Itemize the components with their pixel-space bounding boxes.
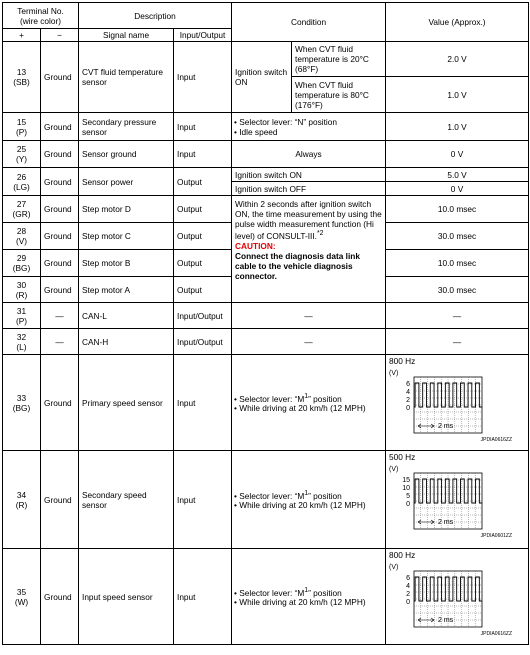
wire-color: (BG) — [12, 402, 31, 413]
waveform-tick: 2 — [406, 591, 411, 598]
io-cell: Output — [174, 168, 232, 196]
condition-cell: — — [232, 303, 386, 329]
terminal-number: 34 — [16, 489, 27, 500]
terminal-cell — [3, 355, 41, 451]
terminal-table — [2, 2, 529, 645]
waveform-cell — [386, 355, 529, 451]
header-signal-name: Signal name — [79, 29, 174, 42]
io-cell: Input — [174, 113, 232, 141]
condition-cell: Always — [232, 141, 386, 168]
condition-bullet: • While driving at 20 km/h (12 MPH) — [234, 500, 366, 511]
ground-cell: Ground — [41, 113, 79, 141]
value-cell: 1.0 V — [386, 77, 529, 113]
terminal-cell — [3, 196, 41, 223]
ground-cell: — — [41, 303, 79, 329]
wire-color: (BG) — [12, 263, 31, 273]
figure-code: JPDIA0616ZZ — [480, 631, 513, 637]
io-cell: Input — [174, 355, 232, 451]
timebase-arrow-icon — [418, 618, 434, 622]
table-row — [3, 549, 529, 645]
io-cell: Input — [174, 141, 232, 168]
terminal-number: 30 — [16, 279, 27, 290]
wire-color: (W) — [14, 596, 29, 607]
condition-bullet: • Selector lever: “$M^1$” position — [234, 392, 342, 404]
figure-code: JPDIA0616ZZ — [480, 437, 513, 443]
waveform-cell — [386, 549, 529, 645]
table-row — [3, 303, 529, 329]
io-cell: Input/Output — [174, 303, 232, 329]
waveform-timebase: 2 ms — [438, 617, 454, 624]
terminal-number: 15 — [16, 116, 27, 127]
ground-cell: Ground — [41, 168, 79, 196]
table-row — [3, 141, 529, 168]
signal-name: Sensor ground — [79, 141, 174, 168]
signal-name: Input speed sensor — [79, 549, 174, 645]
waveform-timebase: 2 ms — [438, 423, 454, 430]
signal-name: CVT fluid temperature sensor — [79, 42, 174, 113]
value-cell: 1.0 V — [386, 113, 529, 141]
ground-cell: — — [41, 329, 79, 355]
waveform-tick: 0 — [406, 501, 411, 508]
io-cell: Output — [174, 196, 232, 223]
terminal-cell — [3, 549, 41, 645]
table-row — [3, 113, 529, 141]
terminal-number: 26 — [16, 171, 27, 182]
wire-color: (P) — [15, 315, 28, 326]
condition-bullet: • Selector lever: “$M^1$” position — [234, 586, 342, 598]
signal-name: Secondary pressure sensor — [79, 113, 174, 141]
waveform-frequency: 500 Hz — [389, 452, 416, 462]
waveform-tick: 6 — [406, 575, 411, 582]
condition-cell — [232, 355, 386, 451]
terminal-number: 28 — [16, 226, 27, 236]
io-cell: Input — [174, 451, 232, 549]
signal-name: Secondary speed sensor — [79, 451, 174, 549]
ground-cell: Ground — [41, 141, 79, 168]
condition-sub: When CVT fluid temperature is 20°C (68°F) — [292, 42, 386, 77]
value-cell: 5.0 V — [386, 168, 529, 182]
terminal-cell — [3, 277, 41, 303]
io-cell: Input/Output — [174, 329, 232, 355]
io-cell: Output — [174, 277, 232, 303]
header-terminal-no — [3, 3, 79, 29]
ground-cell: Ground — [41, 42, 79, 113]
wire-color: (GR) — [12, 209, 31, 219]
io-cell: Input — [174, 549, 232, 645]
waveform-frequency: 800 Hz — [389, 356, 416, 366]
table-row — [3, 196, 529, 223]
signal-name: Step motor A — [79, 277, 174, 303]
oscilloscope-waveform — [386, 451, 516, 543]
terminal-cell — [3, 451, 41, 549]
wire-color: (R) — [15, 499, 28, 510]
terminal-cell — [3, 42, 41, 113]
ground-cell: Ground — [41, 250, 79, 277]
terminal-cell — [3, 141, 41, 168]
condition-cell: Ignition switch ON — [232, 168, 386, 182]
table-row — [3, 168, 529, 182]
terminal-cell — [3, 250, 41, 277]
terminal-number: 13 — [16, 67, 27, 77]
terminal-number: 31 — [16, 305, 27, 316]
signal-name: Step motor B — [79, 250, 174, 277]
wire-color: (L) — [16, 341, 27, 352]
header-input-output: Input/Output — [174, 29, 232, 42]
ground-cell: Ground — [41, 223, 79, 250]
oscilloscope-waveform — [386, 549, 516, 641]
value-cell: 30.0 msec — [386, 277, 529, 303]
waveform-tick: 6 — [406, 381, 411, 388]
header-plus: + — [3, 29, 41, 42]
waveform-tick: 10 — [402, 485, 411, 492]
signal-name: Step motor D — [79, 196, 174, 223]
terminal-number: 32 — [16, 331, 27, 342]
value-cell: — — [386, 329, 529, 355]
condition-cell: — — [232, 329, 386, 355]
caution-label: CAUTION: — [235, 240, 276, 251]
value-cell: 0 V — [386, 182, 529, 196]
terminal-cell — [3, 223, 41, 250]
signal-name: Primary speed sensor — [79, 355, 174, 451]
table-row — [3, 329, 529, 355]
signal-name: Step motor C — [79, 223, 174, 250]
terminal-number: 33 — [16, 392, 27, 403]
terminal-number: 35 — [16, 586, 27, 597]
condition-cell — [232, 549, 386, 645]
header-condition: Condition — [232, 3, 386, 42]
waveform-timebase: 2 ms — [438, 519, 454, 526]
wire-color: (R) — [15, 289, 28, 300]
condition-bullet: • Selector lever: “N” position — [234, 116, 338, 127]
table-row — [3, 355, 529, 451]
header-description: Description — [79, 3, 232, 29]
terminal-number: 29 — [16, 253, 27, 263]
terminal-cell — [3, 168, 41, 196]
timebase-arrow-icon — [418, 520, 434, 524]
waveform-tick: 5 — [406, 493, 411, 500]
condition-bullet: • Selector lever: “$M^1$” position — [234, 489, 342, 501]
value-cell: 2.0 V — [386, 42, 529, 77]
waveform-graph — [386, 549, 516, 641]
ground-cell: Ground — [41, 451, 79, 549]
io-cell: Output — [174, 223, 232, 250]
wire-color: (LG) — [13, 181, 30, 192]
header-terminal-label: Terminal No. — [17, 5, 64, 16]
oscilloscope-waveform — [386, 355, 516, 447]
table-row — [3, 42, 529, 77]
condition-cell: Ignition switch OFF — [232, 182, 386, 196]
signal-name: Sensor power — [79, 168, 174, 196]
waveform-tick: 4 — [406, 389, 411, 396]
ground-cell: Ground — [41, 549, 79, 645]
waveform-tick: 2 — [406, 397, 411, 404]
ground-cell: Ground — [41, 355, 79, 451]
signal-name: CAN-H — [79, 329, 174, 355]
step-motor-condition-text: Within 2 seconds after ignition switch ON, the time measurement by using the pulse width measurement function (Hi level) of CONSULT-III.$^{*2}$ — [235, 199, 382, 241]
value-cell: — — [386, 303, 529, 329]
io-cell: Input — [174, 42, 232, 113]
waveform-tick: 0 — [406, 405, 411, 412]
footnote-marker: *2 — [316, 230, 324, 237]
waveform-graph — [386, 451, 516, 543]
condition-text: Selector lever: “N” position — [239, 116, 338, 127]
waveform-tick: 15 — [402, 477, 411, 484]
header-wire-color: (wire color) — [19, 15, 62, 26]
waveform-unit: (V) — [389, 564, 399, 571]
header-value: Value (Approx.) — [386, 3, 529, 42]
waveform-unit: (V) — [389, 370, 399, 377]
timebase-arrow-icon — [418, 424, 434, 428]
table-row — [3, 451, 529, 549]
wire-color: (P) — [15, 126, 28, 137]
condition-text: Idle speed — [239, 126, 278, 137]
header-minus: − — [41, 29, 79, 42]
terminal-cell — [3, 113, 41, 141]
terminal-number: 27 — [16, 199, 27, 209]
step-motor-condition-cell — [232, 196, 386, 303]
value-cell: 0 V — [386, 141, 529, 168]
value-cell: 10.0 msec — [386, 250, 529, 277]
caution-text: Connect the diagnosis data link cable to the vehicle diagnosis connector. — [235, 250, 360, 281]
terminal-cell — [3, 303, 41, 329]
condition-cell — [232, 451, 386, 549]
value-cell: 10.0 msec — [386, 196, 529, 223]
waveform-frequency: 800 Hz — [389, 550, 416, 560]
terminal-cell — [3, 329, 41, 355]
wire-color: (Y) — [15, 154, 28, 164]
waveform-tick: 4 — [406, 583, 411, 590]
condition-bullet: • While driving at 20 km/h (12 MPH) — [234, 597, 366, 608]
condition-bullet: • While driving at 20 km/h (12 MPH) — [234, 403, 366, 414]
condition-main: Ignition switch ON — [232, 42, 292, 113]
condition-cell — [232, 113, 386, 141]
figure-code: JPDIA0601ZZ — [480, 533, 513, 539]
waveform-unit: (V) — [389, 466, 399, 473]
signal-name: CAN-L — [79, 303, 174, 329]
io-cell: Output — [174, 250, 232, 277]
terminal-number: 25 — [16, 144, 27, 154]
waveform-cell — [386, 451, 529, 549]
waveform-tick: 0 — [406, 599, 411, 606]
condition-bullet: • Idle speed — [234, 126, 278, 137]
waveform-graph — [386, 355, 516, 447]
ground-cell: Ground — [41, 196, 79, 223]
wire-color: (V) — [15, 236, 28, 246]
wire-color: (SB) — [13, 77, 30, 87]
condition-sub: When CVT fluid temperature is 80°C (176°F) — [292, 77, 386, 113]
value-cell: 30.0 msec — [386, 223, 529, 250]
ground-cell: Ground — [41, 277, 79, 303]
